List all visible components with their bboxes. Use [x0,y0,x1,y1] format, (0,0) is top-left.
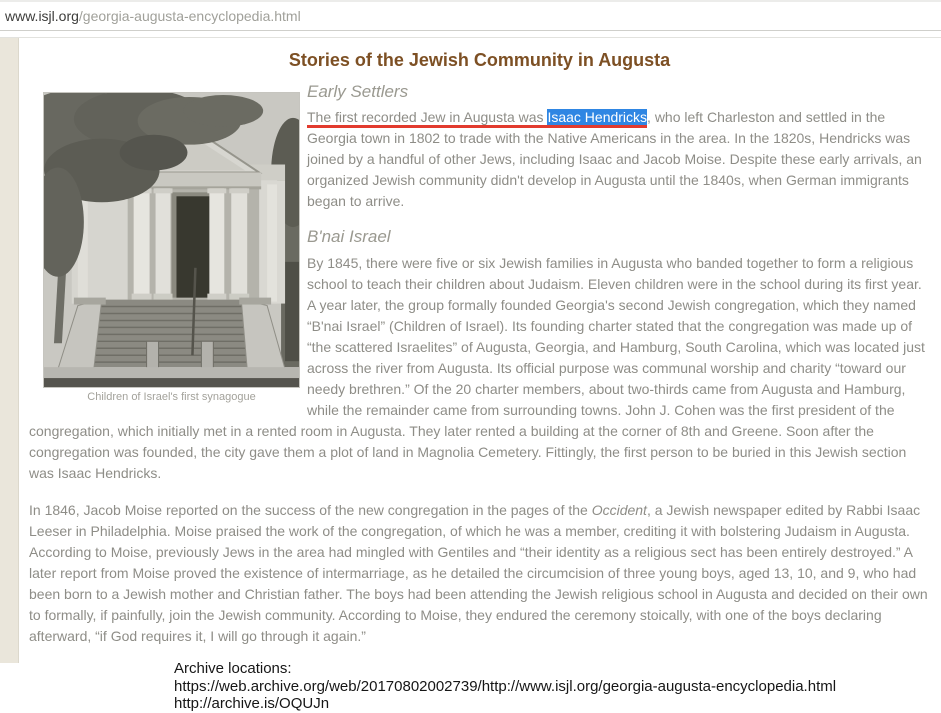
early-settlers-text: , who left Charleston and settled in the Georgia town in 1802 to trade with the Native Americans in the area. In the 1820s, Hendricks was joined by a handful of other Jews, including Isaac and Jacob Moise. Despite these early arrivals, an organized Jewish community didn't develop in Augusta until the 1840s, when German immigrants began to arrive. [307,109,922,209]
archive-url-1: https://web.archive.org/web/20170802002739/http://www.isjl.org/georgia-augusta-encyclopedia.html [174,677,837,695]
red-underline-annotation [307,109,647,128]
underlined-text: The first recorded Jew in Augusta was [307,109,548,125]
url-host: www.isjl.org [5,8,79,24]
selection-highlight: Isaac Hendricks [547,109,648,125]
paragraph-occident [29,500,930,647]
urlbar-divider [0,31,941,38]
archive-label: Archive locations: [174,660,292,677]
archive-locations [174,660,930,713]
occident-lead: In 1846, Jacob Moise reported on the success of the new congregation in the pages of the [29,502,592,518]
page-content [19,38,941,712]
left-margin-strip [0,38,19,663]
browser-url-bar[interactable] [0,0,941,31]
section-heading-bnai-israel: B'nai Israel [307,227,391,246]
page-body [0,38,941,712]
occident-tail: , a Jewish newspaper edited by Rabbi Isaac Leeser in Philadelphia. Moise praised the work of the congregation, of which he was a member, crediting it with bolstering Judaism in Augusta. According to Moise, previously Jews in the area had mingled with Gentiles and “their identity as a religious sect has been entirely destroyed.” A later report from Moise proved the existence of intermarriage, as he detailed the circumcision of three young boys, aged 13, 10, and 9, who had been born to a Jewish mother and Christian father. The boys had been attending the Jewish religious school in Augusta and decided on their own to formally, if painfully, join the Jewish community. According to Moise, they endured the ceremony stoically, with one of the boys declaring afterward, “if God requires it, I will go through it again.” [29,502,928,644]
paragraph-bnai-israel: By 1845, there were five or six Jewish families in Augusta who banded together to form a religious school to teach their children about Judaism. Eleven children were in the school during its first year. A year later, the group formally founded Georgia's second Jewish congregation, which they named “B'nai Israel” (Children of Israel). Its founding charter stated that the congregation was made up of “the scattered Israelites” of Augusta, Georgia, and Hamburg, South Carolina, which was located just across the river from Augusta. Its official purpose was communal worship and charity “toward our needy brethren.” Of the 20 charter members, about two-thirds came from Augusta and Hamburg, while the remainder came from surrounding towns. John J. Cohen was the first president of the congregation, which initially met in a rented room in Augusta. They later rented a building at the corner of 8th and Greene. Soon after the congregation was founded, the city gave them a plot of land in Magnolia Cemetery. Fittingly, the first person to be buried in this Jewish section was Isaac Hendricks. [29,255,925,481]
synagogue-photo-svg [44,93,299,387]
occident-title-italic: Occident [591,502,647,518]
url-path: /georgia-augusta-encyclopedia.html [78,8,301,24]
section-heading-early-settlers: Early Settlers [307,82,409,101]
article [29,81,930,713]
photo-caption: Children of Israel's first synagogue [87,391,256,403]
page-title: Stories of the Jewish Community in Augusta [288,50,671,70]
synagogue-photo [43,92,300,388]
archive-url-2: http://archive.is/OQUJn [174,695,330,712]
synagogue-photo-figure [43,92,300,404]
